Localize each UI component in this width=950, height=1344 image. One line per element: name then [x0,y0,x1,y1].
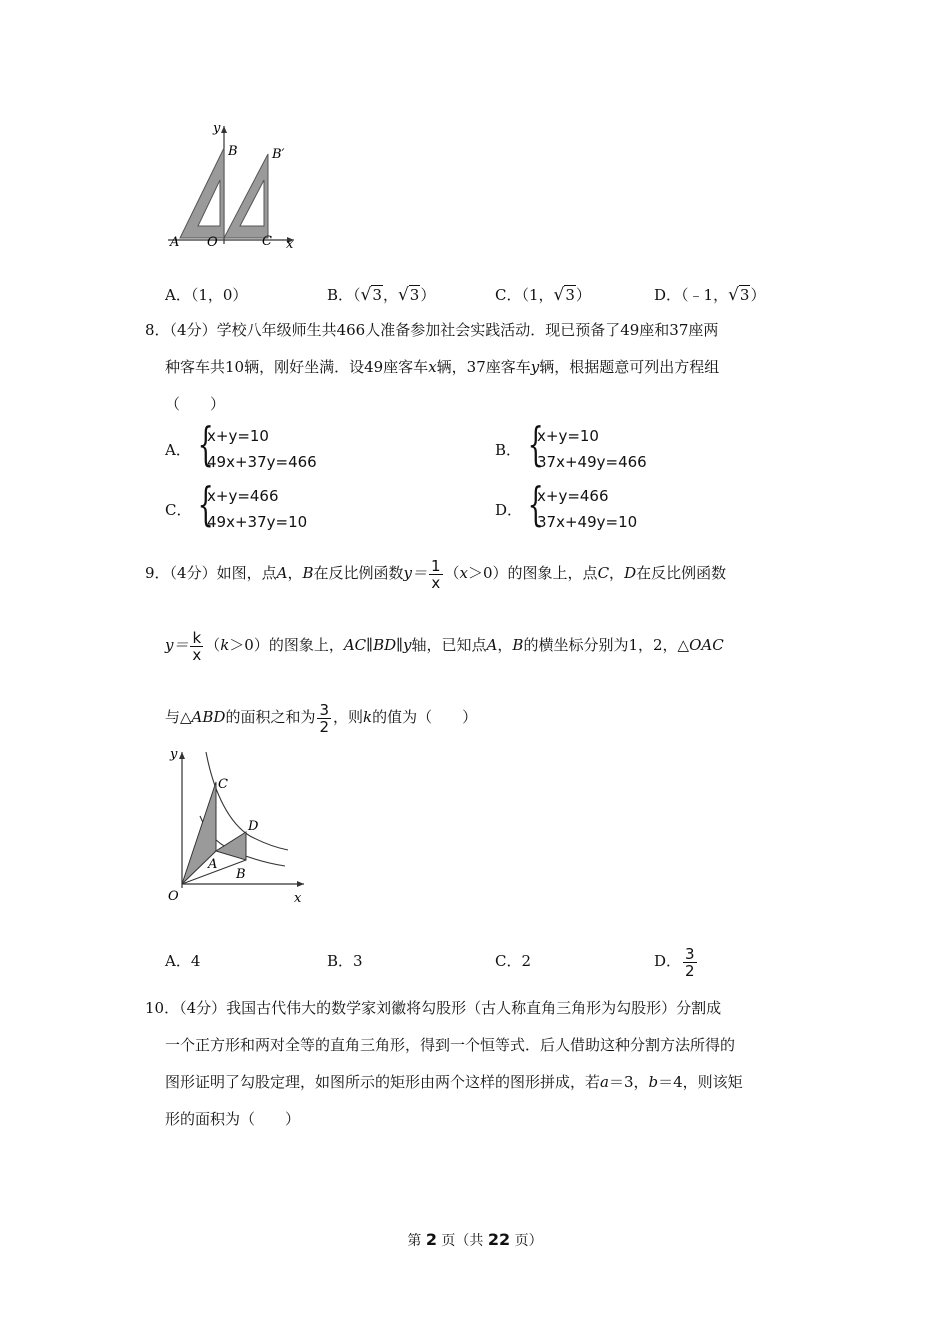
label-x: x [294,891,302,906]
label-b: B [228,144,238,159]
q8-option-a-letter[interactable]: A． [165,441,191,459]
fraction-3-over-2: $\frac{3}{2}$ [685,944,695,980]
q7-option-c[interactable]: C．（1，√3） [495,285,591,305]
q8-option-c-letter[interactable]: C． [165,501,192,519]
q7-option-b[interactable]: B．（√3，√3） [327,285,436,305]
page-number: 2 [425,1230,437,1249]
q7-figure [160,118,310,258]
label-y: y [170,747,178,762]
q8-option-d-letter[interactable]: D． [495,501,523,519]
q9-option-a[interactable]: A．4 [165,952,201,970]
q9-line2: y＝ $\frac{k}{x}$ （k＞0）的图象上，AC∥BD∥y轴，已知点A，B的横坐标分别为1，2，△OAC [165,628,724,664]
q10-line2: 一个正方形和两对全等的直角三角形，得到一个恒等式．后人借助这种分割方法所得的 [165,1036,736,1054]
label-a: A [170,235,180,250]
page-total: 22 [487,1230,511,1249]
label-d: D [248,819,259,834]
label-o: O [168,889,179,904]
label-a: A [208,857,218,872]
label-c: C [262,234,272,249]
q8-option-d-system[interactable]: { x+y=466 37x+49y=10 [527,477,638,531]
page-footer: 第 2 页（共 22 页） [407,1230,543,1249]
q9-option-d[interactable]: D． $\frac{3}{2}$ [654,944,695,980]
q9-option-c[interactable]: C．2 [495,952,532,970]
q8-line3: （ ） [165,395,226,413]
q10-line1: 10．（4分）我国古代伟大的数学家刘徽将勾股形（古人称直角三角形为勾股形）分割成 [145,999,722,1017]
q9-figure [160,744,320,912]
q8-option-b-letter[interactable]: B． [495,441,522,459]
q7-option-a[interactable]: A．（1，0） [165,286,248,304]
label-c: C [218,777,228,792]
sqrt-3: √3 [360,285,382,305]
label-y: y [213,121,221,136]
q7-option-d[interactable]: D．（﹣1，√3） [654,285,766,305]
sqrt-3: √3 [397,285,420,305]
label-x: x [286,237,294,252]
label-bprime: B′ [272,147,285,162]
fraction-1-over-x: $\frac{1}{x}$ [430,556,441,592]
q8-line1: 8．（4分）学校八年级师生共466人准备参加社会实践活动．现已预备了49座和37座两 [145,321,719,339]
q8-option-c-system[interactable]: { x+y=466 49x+37y=10 [197,477,308,531]
q10-line4: 形的面积为（ ） [165,1110,301,1128]
fraction-k-over-x: $\frac{k}{x}$ [192,628,202,664]
label-o: O [207,235,218,250]
q9-line3: 与△ABD的面积之和为 $\frac{3}{2}$ ，则k的值为（ ） [165,700,478,736]
curve-k-over-x [206,752,288,850]
triangle-abd [216,832,246,860]
sqrt-3: √3 [728,285,750,305]
q8-option-a-system[interactable]: { x+y=10 49x+37y=466 [197,417,317,471]
sqrt-3: √3 [553,285,575,305]
label-b: B [236,867,246,882]
q8-line2: 种客车共10辆，刚好坐满．设49座客车x辆，37座客车y辆，根据题意可列出方程组 [165,358,720,376]
fraction-3-over-2: $\frac{3}{2}$ [319,700,329,736]
q9-line1: 9．（4分）如图，点A，B在反比例函数y＝ $\frac{1}{x}$ （x＞0）的图象上，点C，D在反比例函数 [145,556,727,592]
q9-option-b[interactable]: B．3 [327,952,363,970]
q8-option-b-system[interactable]: { x+y=10 37x+49y=466 [527,417,647,471]
q10-line3: 图形证明了勾股定理，如图所示的矩形由两个这样的图形拼成，若a＝3，b＝4，则该矩 [165,1073,743,1091]
